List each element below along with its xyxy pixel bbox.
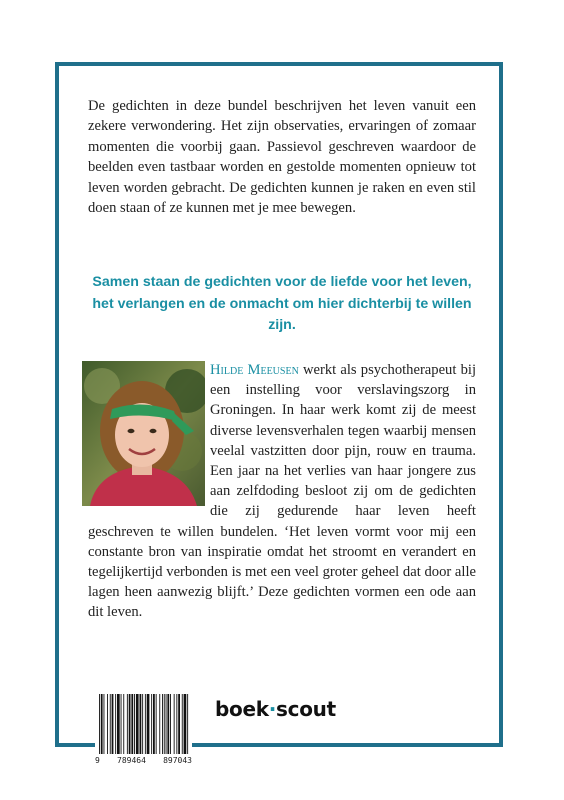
barcode-bar	[104, 694, 105, 754]
barcode-bar	[147, 694, 150, 754]
barcode-bar	[174, 694, 175, 754]
isbn-barcode	[95, 694, 192, 770]
barcode-bar	[184, 694, 187, 754]
barcode-bar	[140, 694, 142, 754]
author-name: Hilde Meeusen	[210, 362, 299, 378]
author-bio	[88, 360, 476, 623]
barcode-bar	[178, 694, 180, 754]
barcode-bar	[117, 694, 120, 754]
barcode-digit-first: 9	[95, 756, 100, 765]
barcode-bar	[153, 694, 155, 754]
logo-separator: ·	[268, 697, 277, 721]
logo-part-1: boek	[215, 697, 269, 721]
barcode-bar	[176, 694, 177, 754]
barcode-bar	[142, 694, 143, 754]
barcode-bar	[101, 694, 103, 754]
author-bio-text: werkt als psychotherapeut bij een instelling voor verslavingszorg in Groningen. In haar werk komt zij de meest diverse levensverhalen tegen waarbij mensen veelal vastzitten door pijn, rouw en trauma. Een jaar na het verlies van haar jongere zus aan zelfdoding besloot zij om de gedichten die zij gedurende haar leven heeft geschreven te willen bundelen. ‘Het leven vormt voor mij een constante bron van inspiratie omdat het stroomt en verandert en tegelijkertijd verbonden is met een veel groter geheel dat door alle lagen heen aanwezig blijft.’ Deze gedichten vormen een ode aan dit leven.	[88, 362, 476, 621]
barcode-bar	[123, 694, 124, 754]
barcode-bar	[162, 694, 163, 754]
intro-paragraph: De gedichten in deze bundel beschrijven het leven vanuit een zekere verwondering. Het zijn observaties, ervaringen of zomaar momenten die voorbij gaan. Passievol geschreven waardoor de beelden even tastbaar worden en gestolde momenten opnieuw tot leven worden gebracht. De gedichten kunnen je raken en even stil doen staan of ze kunnen met je mee bewegen.	[88, 98, 476, 217]
barcode-bar	[159, 694, 160, 754]
barcode-group-left: 789464	[117, 756, 146, 765]
barcode-bar	[187, 694, 188, 754]
barcode-bar	[131, 694, 133, 754]
barcode-bar	[134, 694, 135, 754]
barcode-bar	[136, 694, 139, 754]
barcode-bar	[170, 694, 171, 754]
barcode-bar	[151, 694, 152, 754]
barcode-bar	[166, 694, 167, 754]
barcode-bar	[164, 694, 165, 754]
logo-part-2: scout	[276, 697, 336, 721]
barcode-number	[95, 756, 192, 765]
barcode-bar	[112, 694, 114, 754]
barcode-bar	[167, 694, 169, 754]
barcode-bar	[121, 694, 122, 754]
barcode-bar	[156, 694, 157, 754]
publisher-logo	[215, 697, 336, 721]
barcode-bar	[127, 694, 128, 754]
barcode-bar	[107, 694, 108, 754]
barcode-bar	[110, 694, 111, 754]
barcode-bar	[145, 694, 146, 754]
barcode-group-right: 897043	[163, 756, 192, 765]
barcode-bar	[182, 694, 183, 754]
barcode-bar	[115, 694, 116, 754]
barcode-bar	[129, 694, 131, 754]
barcode-bar	[99, 694, 100, 754]
barcode-bars	[95, 694, 192, 754]
highlight-quote: Samen staan de gedichten voor de liefde voor het leven, het verlangen en de onmacht om hier dichterbij te willen zijn.	[92, 274, 472, 333]
